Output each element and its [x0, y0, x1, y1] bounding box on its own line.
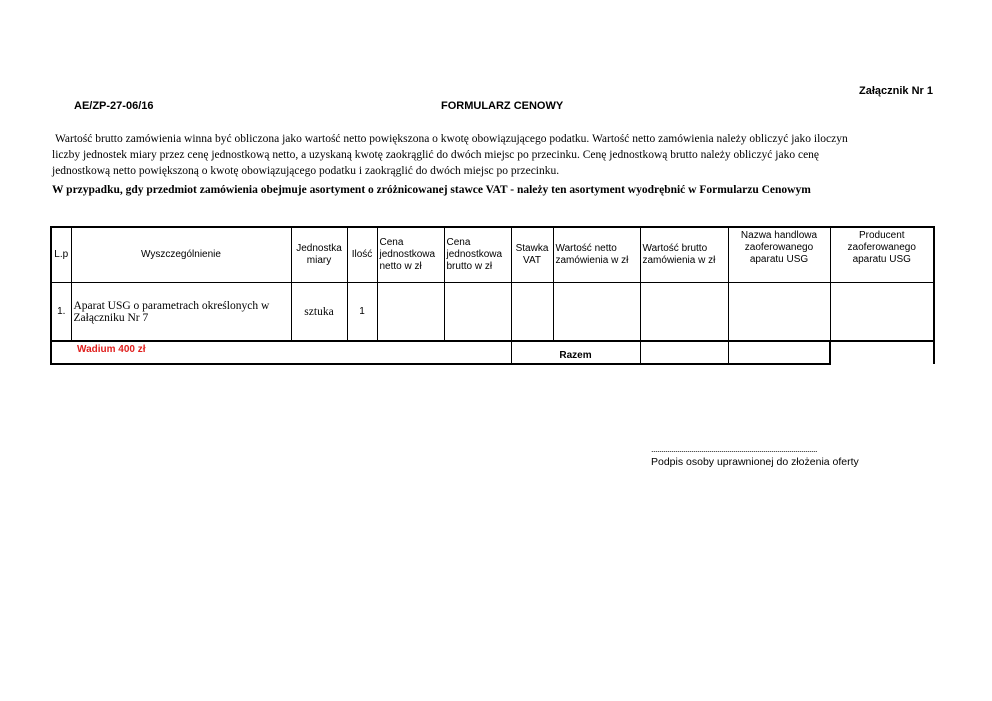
intro-text — [52, 131, 940, 198]
signature-line: ................................................................................... — [651, 444, 818, 454]
row-trade-name[interactable] — [728, 283, 830, 342]
row-lp: 1. — [51, 283, 71, 342]
deposit-amount: Wadium 400 zł — [77, 344, 146, 355]
summary-row — [51, 341, 934, 364]
header-vat: Stawka VAT — [511, 227, 553, 283]
row-unit: sztuka — [291, 283, 347, 342]
page-title: FORMULARZ CENOWY — [441, 100, 564, 112]
reference-number: AE/ZP-27-06/16 — [74, 100, 154, 112]
header-unit: Jednostka miary — [291, 227, 347, 283]
row-net-price[interactable] — [377, 283, 444, 342]
row-net-value[interactable] — [553, 283, 640, 342]
intro-line-1: Wartość brutto zamówienia winna być obliczona jako wartość netto powiększona o kwotę obowiązującego podatku. Wartość netto zamówienia należy obliczyć jako iloczyn — [55, 133, 848, 145]
net-total[interactable] — [640, 341, 728, 364]
row-gross-price[interactable] — [444, 283, 511, 342]
row-qty: 1 — [347, 283, 377, 342]
signature-label: Podpis osoby uprawnionej do złożenia oferty — [651, 456, 859, 468]
header-trade-name: Nazwa handlowa zaoferowanego aparatu USG — [728, 227, 830, 283]
vat-note: W przypadku, gdy przedmiot zamówienia obejmuje asortyment o zróżnicowanej stawce VAT - należy ten asortyment wyodrębnić w Formularzu Cenowym — [52, 184, 811, 196]
header-producer: Producent zaoferowanego aparatu USG — [830, 227, 934, 283]
header-item: Wyszczególnienie — [71, 227, 291, 283]
intro-line-3: jednostkową netto powiększoną o kwotę obowiązującego podatku i zaokrąglić do dwóch miejsc po przecinku. — [52, 165, 560, 177]
summary-deposit-cell — [51, 341, 511, 364]
intro-line-2: liczby jednostek miary przez cenę jednostkową netto, a uzyskaną kwotę zaokrąglić do dwóch miejsc po przecinku. Cenę jednostkową brutto należy obliczyć jako cenę — [52, 149, 820, 161]
header-lp: L.p — [51, 227, 71, 283]
row-vat[interactable] — [511, 283, 553, 342]
row-producer[interactable] — [830, 283, 934, 342]
gross-total[interactable] — [728, 341, 830, 364]
summary-spacer — [830, 341, 934, 364]
header-gross-price: Cena jednostkowa brutto w zł — [444, 227, 511, 283]
row-gross-value[interactable] — [640, 283, 728, 342]
header-qty: Ilość — [347, 227, 377, 283]
attachment-label: Załącznik Nr 1 — [859, 85, 933, 97]
price-table — [50, 226, 935, 365]
header-net-price: Cena jednostkowa netto w zł — [377, 227, 444, 283]
header-gross-value: Wartość brutto zamówienia w zł — [640, 227, 728, 283]
header-net-value: Wartość netto zamówienia w zł — [553, 227, 640, 283]
table-row — [51, 283, 934, 342]
row-item: Aparat USG o parametrach określonych w Załączniku Nr 7 — [71, 283, 291, 342]
total-label: Razem — [511, 341, 640, 364]
table-header-row — [51, 227, 934, 283]
